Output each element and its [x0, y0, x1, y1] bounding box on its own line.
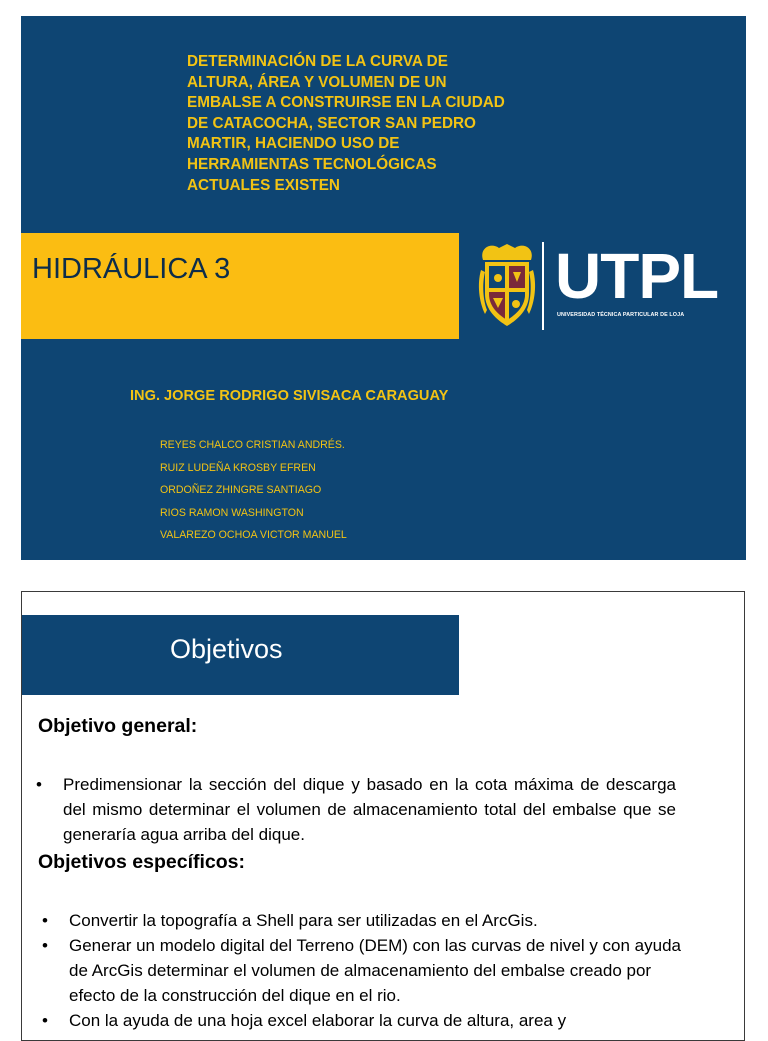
- logo-divider: [542, 242, 544, 330]
- title-line: ALTURA, ÁREA Y VOLUMEN DE UN: [187, 73, 447, 91]
- specific-objectives-list: [36, 908, 696, 1033]
- bullet-icon: •: [42, 936, 48, 955]
- title-line: EMBALSE A CONSTRUIRSE EN LA CIUDAD: [187, 94, 505, 112]
- specific-objective-text: Convertir la topografía a Shell para ser utilizadas en el ArcGis.: [69, 911, 538, 930]
- objectives-slide: [21, 591, 745, 1041]
- title-line: ACTUALES EXISTEN: [187, 176, 340, 194]
- specific-objective-text: Con la ayuda de una hoja excel elaborar la curva de altura, area y: [69, 1011, 567, 1030]
- title-line: MARTIR, HACIENDO USO DE: [187, 135, 400, 153]
- list-item: [36, 1008, 696, 1033]
- course-band: [21, 233, 459, 339]
- student-name: REYES CHALCO CRISTIAN ANDRÉS.: [160, 439, 345, 451]
- title-line: DETERMINACIÓN DE LA CURVA DE: [187, 53, 448, 70]
- title-slide: [21, 16, 746, 560]
- course-title: HIDRÁULICA 3: [32, 253, 231, 285]
- specific-objective-text: Generar un modelo digital del Terreno (DEM) con las curvas de nivel y con ayuda de ArcGis determinar el volumen de almacenamiento del embalse creado por efecto de la construcción del dique en el rio.: [69, 936, 681, 1005]
- utpl-logo: [477, 238, 722, 330]
- student-name: RIOS RAMON WASHINGTON: [160, 506, 304, 519]
- title-line: DE CATACOCHA, SECTOR SAN PEDRO: [187, 114, 476, 132]
- bullet-icon: •: [36, 775, 42, 794]
- objectives-header: [22, 615, 459, 695]
- logo-wordmark: UTPL: [555, 240, 719, 312]
- objectives-title: Objetivos: [170, 634, 283, 664]
- student-list: [160, 434, 347, 547]
- bullet-icon: •: [42, 1011, 48, 1030]
- list-item: [36, 933, 696, 1008]
- university-shield-icon: [477, 240, 537, 330]
- title-line: HERRAMIENTAS TECNOLÓGICAS: [187, 155, 437, 173]
- presentation-title: [187, 52, 567, 196]
- specific-objectives-heading: Objetivos específicos:: [38, 851, 245, 873]
- list-item: [36, 908, 696, 933]
- bullet-icon: •: [42, 911, 48, 930]
- student-name: ORDOÑEZ ZHINGRE SANTIAGO: [160, 484, 322, 497]
- student-name: VALAREZO OCHOA VICTOR MANUEL: [160, 529, 347, 542]
- professor-name: ING. JORGE RODRIGO SIVISACA CARAGUAY: [130, 388, 449, 404]
- general-objective-text: Predimensionar la sección del dique y basado en la cota máxima de descarga del mismo determinar el volumen de almacenamiento total del embalse que se generaría agua arriba del dique.: [63, 775, 676, 844]
- general-objective-heading: Objetivo general:: [38, 715, 198, 737]
- student-name: RUIZ LUDEÑA KROSBY EFREN: [160, 461, 316, 474]
- logo-subtitle: UNIVERSIDAD TÉCNICA PARTICULAR DE LOJA: [557, 312, 685, 318]
